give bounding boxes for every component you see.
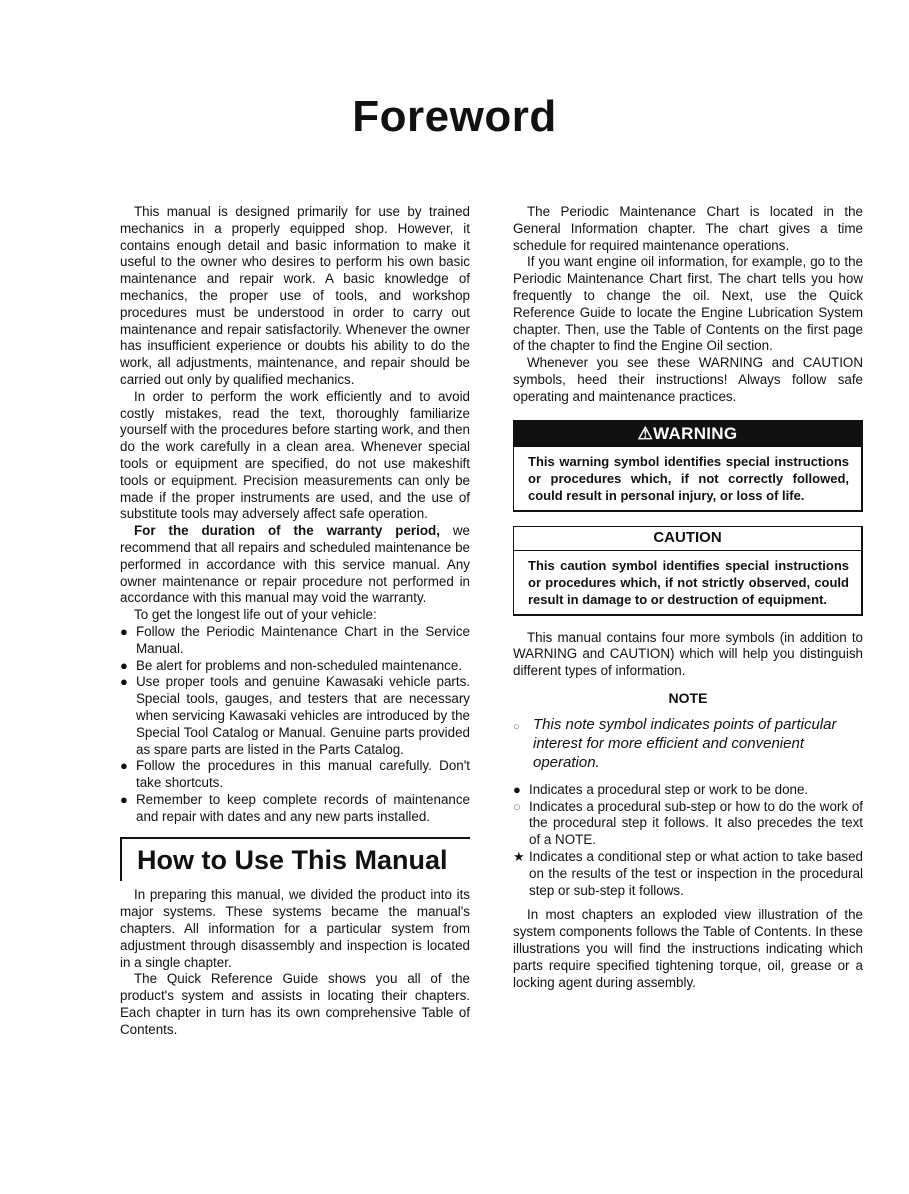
- left-column: [120, 204, 470, 1039]
- list-item: ● Follow the procedures in this manual carefully. Don't take shortcuts.: [120, 758, 470, 791]
- page-title: Foreword: [352, 92, 557, 141]
- paragraph: This manual contains four more symbols (in addition to WARNING and CAUTION) which will help you distinguish different types of information.: [513, 629, 863, 679]
- list-item: ● Use proper tools and genuine Kawasaki vehicle parts. Special tools, gauges, and testers that are necessary when servicing Kawasaki vehicles are introduced by the Special Tool Catalog or Manual. Genuine parts provided as spare parts are listed in the Parts Catalog.: [120, 674, 470, 757]
- list-item: ○ Indicates a procedural sub-step or how to do the work of the procedural step it follows. It also precedes the text of a NOTE.: [513, 798, 863, 848]
- warning-box: [513, 420, 863, 512]
- tips-list: [120, 624, 470, 826]
- paragraph: To get the longest life out of your vehicle:: [134, 607, 377, 623]
- warning-header: ⚠WARNING: [514, 421, 861, 447]
- bullet-icon: ●: [120, 674, 128, 690]
- paragraph: This manual is designed primarily for use by trained mechanics in a properly equipped shop. However, it contains enough detail and basic information to make it useful to the owner who desires to perform his own basic maintenance and repair work. A basic knowledge of mechanics, the proper use of tools, and workshop procedures must be understood in order to carry out maintenance and repair satisfactorily. Whenever the owner has insufficient experience or doubts his ability to do the work, all adjustments, maintenance, and repair should be carried out only by qualified mechanics.: [120, 204, 470, 387]
- paragraph: The Quick Reference Guide shows you all of the product's system and assists in locating their chapters. Each chapter in turn has its own comprehensive Table of Contents.: [120, 971, 470, 1037]
- right-column: [513, 204, 863, 991]
- bullet-icon: ●: [120, 791, 128, 807]
- bullet-icon: ●: [120, 758, 128, 774]
- caution-header: CAUTION: [514, 527, 861, 551]
- hollow-circle-icon: ○: [513, 720, 520, 733]
- star-icon: ★: [513, 848, 525, 864]
- note-example: ○ This note symbol indicates points of particular interest for more efficient and convenient operation.: [513, 715, 837, 771]
- paragraph: In order to perform the work efficiently and to avoid costly mistakes, read the text, thoroughly familiarize yourself with the procedures before starting work, and then do the work carefully in a clean area. Whenever special tools or equipment are specified, do not use makeshift tools or equipment. Precision measurements can only be made if the proper instruments are used, and the use of substitute tools may adversely affect safe operation.: [120, 388, 470, 522]
- bold-lead: For the duration of the warranty period,: [134, 523, 440, 539]
- paragraph: [120, 523, 470, 607]
- section-heading: How to Use This Manual: [120, 837, 470, 881]
- caution-body: This caution symbol identifies special instructions or procedures which, if not strictly observed, could result in damage to or destruction of equipment.: [528, 557, 849, 607]
- symbols-list: [513, 782, 863, 900]
- list-item: ● Be alert for problems and non-scheduled maintenance.: [120, 657, 463, 673]
- paragraph: Whenever you see these WARNING and CAUTION symbols, heed their instructions! Always follow safe operating and maintenance practices.: [513, 355, 863, 404]
- paragraph: The Periodic Maintenance Chart is located in the General Information chapter. The chart gives a time schedule for required maintenance operations.: [513, 204, 863, 253]
- hollow-circle-icon: ○: [513, 798, 521, 814]
- warning-triangle-icon: ⚠: [637, 423, 654, 443]
- paragraph: In most chapters an exploded view illustration of the system components follows the Table of Contents. In these illustrations you will find the instructions indicating which parts require specified tightening torque, oil, grease or a locking agent during assembly.: [513, 907, 863, 990]
- filled-circle-icon: ●: [513, 781, 521, 797]
- list-item: ★ Indicates a conditional step or what action to take based on the results of the test or inspection in the procedural step or sub-step it follows.: [513, 848, 863, 898]
- note-heading: NOTE: [668, 689, 708, 706]
- list-item: ● Remember to keep complete records of maintenance and repair with dates and any new parts installed.: [120, 791, 470, 824]
- bullet-icon: ●: [120, 657, 128, 673]
- paragraph-rest: we recommend that all repairs and scheduled maintenance be performed in accordance with this service manual. Any owner maintenance or repair procedure not performed in accordance with this manual may void the warranty.: [120, 523, 470, 606]
- paragraph: In preparing this manual, we divided the product into its major systems. These systems became the manual's chapters. All information for a particular system from adjustment through disassembly and inspection is located in a single chapter.: [120, 887, 470, 970]
- caution-box: [513, 526, 863, 616]
- bullet-icon: ●: [120, 623, 128, 639]
- list-item: ● Indicates a procedural step or work to be done.: [513, 781, 809, 797]
- warning-body: This warning symbol identifies special instructions or procedures which, if not correctly followed, could result in personal injury, or loss of life.: [528, 453, 849, 503]
- paragraph: If you want engine oil information, for example, go to the Periodic Maintenance Chart first. The chart tells you how frequently to change the oil. Next, use the Quick Reference Guide to locate the Engine Lubrication System chapter. Then, use the Table of Contents on the first page of the chapter to find the Engine Oil section.: [513, 254, 863, 354]
- list-item: ● Follow the Periodic Maintenance Chart in the Service Manual.: [120, 623, 470, 656]
